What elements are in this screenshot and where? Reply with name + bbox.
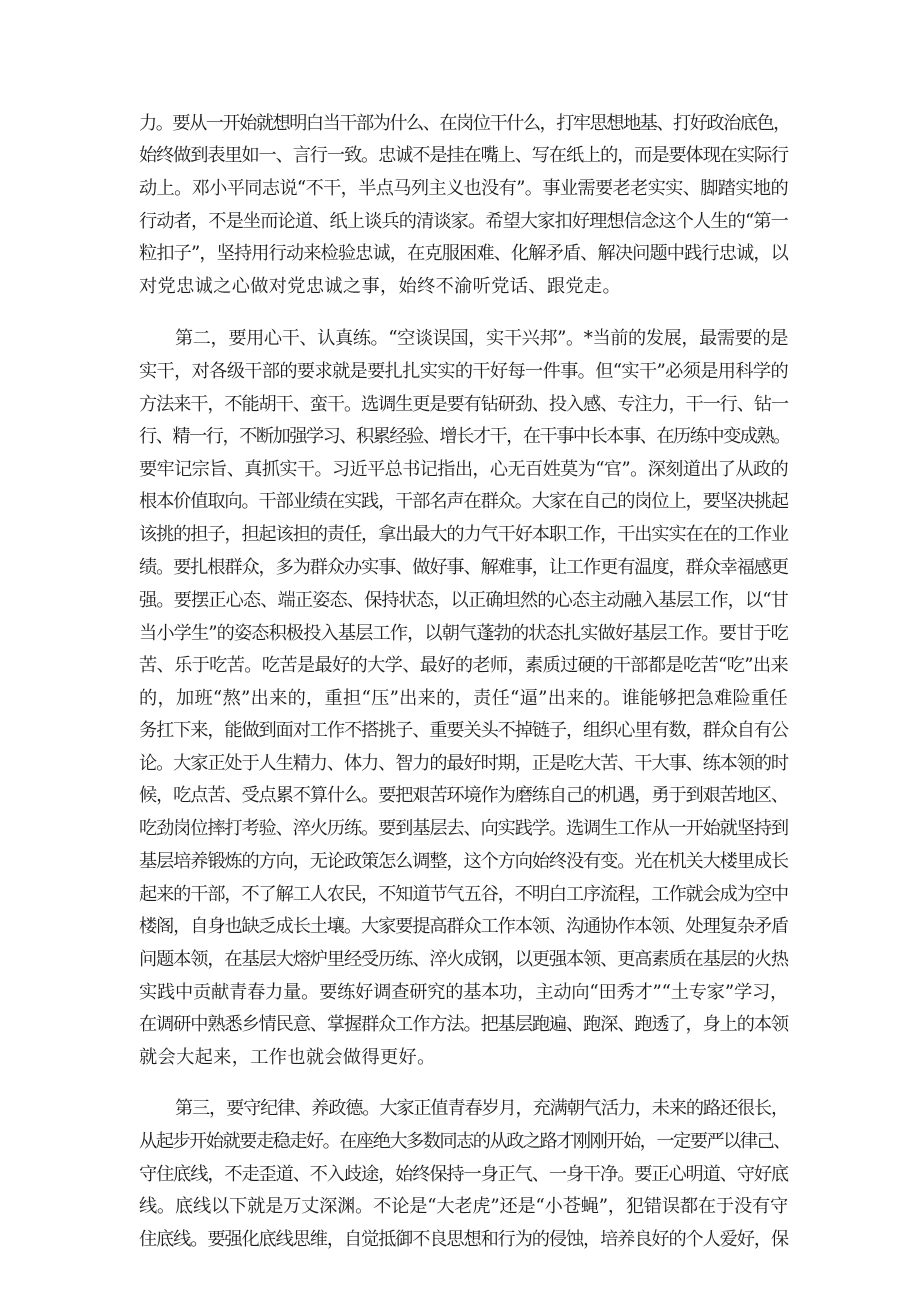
text-line: 论。大家正处于人生精力、体力、智力的最好时期，正是吃大苦、干大事、练本领的时	[139, 753, 788, 774]
text-line: 始终做到表里如一、言行一致。忠诚不是挂在嘴上、写在纸上的，而是要体现在实际行	[139, 145, 788, 166]
text-line: 力。要从一开始就想明白当干部为什么、在岗位干什么，打牢思想地基、打好政治底色，	[139, 113, 790, 134]
text-line: 基层培养锻炼的方向，无论政策怎么调整，这个方向始终没有变。光在机关大楼里成长	[139, 851, 788, 872]
text-line: 当小学生”的姿态积极投入基层工作，以朝气蓬勃的状态扎实做好基层工作。要甘于吃	[139, 623, 788, 644]
text-line: 行、精一行，不断加强学习、积累经验、增长才干，在干事中长本事、在历练中变成熟。	[139, 426, 790, 447]
text-line: 苦、乐于吃苦。吃苦是最好的大学、最好的老师，素质过硬的干部都是吃苦“吃”出来	[139, 655, 788, 676]
text-line: 对党忠诚之心做对党忠诚之事，始终不渝听党话、跟党走。	[139, 276, 621, 297]
text-line: 从起步开始就要走稳走好。在座绝大多数同志的从政之路才刚刚开始，一定要严以律己、	[139, 1131, 790, 1152]
text-line: 粒扣子”，坚持用行动来检验忠诚，在克服困难、化解矛盾、解决问题中践行忠诚，以	[139, 243, 788, 264]
text-line: 方法来干，不能胡干、蛮干。选调生更是要有钻研劲、投入感、专注力，干一行、钻一	[139, 394, 788, 415]
text-line: 起来的干部，不了解工人农民，不知道节气五谷，不明白工序流程，工作就会成为空中	[139, 884, 788, 905]
text-line: 第二，要用心干、认真练。“空谈误国，实干兴邦”。*当前的发展，最需要的是	[175, 328, 788, 349]
text-line: 吃劲岗位摔打考验、淬火历练。要到基层去、向实践学。选调生工作从一开始就坚持到	[139, 818, 788, 839]
text-line: 根本价值取向。干部业绩在实践，干部名声在群众。大家在自己的岗位上，要坚决挑起	[139, 491, 788, 512]
text-line: 住底线。要强化底线思维，自觉抵御不良思想和行为的侵蚀，培养良好的个人爱好，保	[139, 1229, 788, 1250]
text-line: 楼阁，自身也缺乏成长土壤。大家要提高群众工作本领、沟通协作本领、处理复杂矛盾	[139, 916, 788, 937]
text-line: 在调研中熟悉乡情民意、掌握群众工作方法。把基层跑遍、跑深、跑透了，身上的本领	[139, 1014, 788, 1035]
text-line: 第三，要守纪律、养政德。大家正值青春岁月，充满朝气活力，未来的路还很长，	[175, 1098, 788, 1119]
text-line: 问题本领，在基层大熔炉里经受历练、淬火成钢，以更强本领、更高素质在基层的火热	[139, 949, 788, 970]
text-line: 实干，对各级干部的要求就是要扎扎实实的干好每一件事。但“实干”必须是用科学的	[139, 361, 788, 382]
text-line: 实践中贡献青春力量。要练好调查研究的基本功，主动向“田秀才”“土专家”学习，	[139, 982, 788, 1003]
text-line: 行动者，不是坐而论道、纸上谈兵的清谈家。希望大家扣好理想信念这个人生的“第一	[139, 211, 788, 232]
text-line: 务扛下来，能做到面对工作不搭挑子、重要关头不掉链子，组织心里有数，群众自有公	[139, 720, 788, 741]
text-line: 该挑的担子，担起该担的责任，拿出最大的力气干好本职工作，干出实实在在的工作业	[139, 524, 788, 545]
text-line: 的，加班“熬”出来的，重担“压”出来的，责任“逼”出来的。谁能够把急难险重任	[139, 688, 788, 709]
text-line: 要牢记宗旨、真抓实干。习近平总书记指出，心无百姓莫为“官”。深刻道出了从政的	[139, 459, 788, 480]
text-line: 动上。邓小平同志说“不干，半点马列主义也没有”。事业需要老老实实、脚踏实地的	[139, 178, 788, 199]
text-line: 线。底线以下就是万丈深渊。不论是“大老虎”还是“小苍蝇”，犯错误都在于没有守	[139, 1196, 788, 1217]
text-line: 候，吃点苦、受点累不算什么。要把艰苦环境作为磨练自己的机遇，勇于到艰苦地区、	[139, 785, 788, 806]
text-line: 绩。要扎根群众，多为群众办实事、做好事、解难事，让工作更有温度，群众幸福感更	[139, 557, 788, 578]
text-line: 就会大起来，工作也就会做得更好。	[139, 1047, 436, 1068]
text-line: 强。要摆正心态、端正姿态、保持状态，以正确坦然的心态主动融入基层工作，以“甘	[139, 590, 788, 611]
text-line: 守住底线，不走歪道、不入歧途，始终保持一身正气、一身干净。要正心明道、守好底	[139, 1164, 788, 1185]
